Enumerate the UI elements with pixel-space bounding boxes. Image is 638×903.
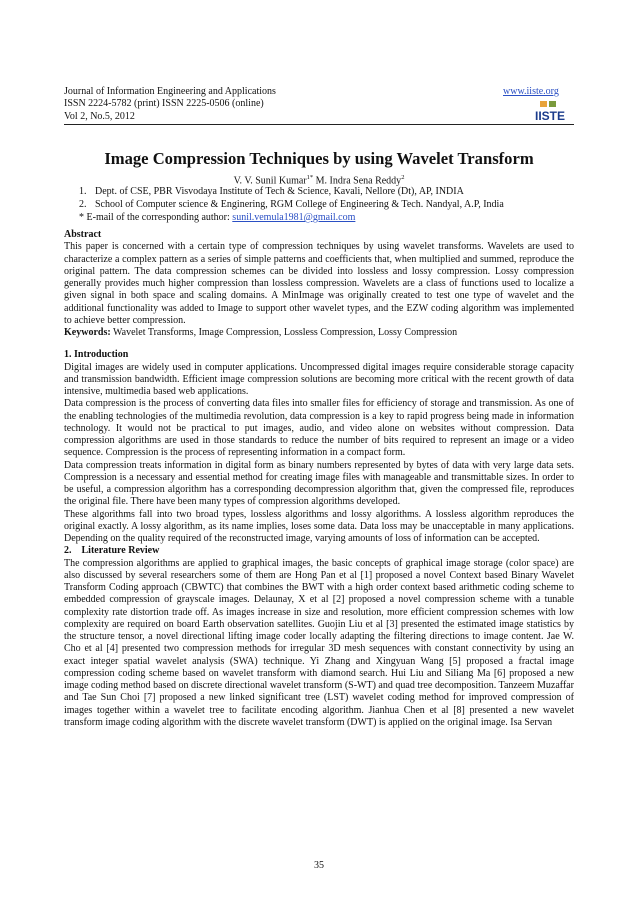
affiliation-text: School of Computer science & Enginering, RGM College of Engineering & Tech. Nandyal, A.P, India [95, 199, 504, 210]
author-2: M. Indra Sena Reddy [313, 175, 402, 187]
author-1-marker: 1* [306, 174, 314, 181]
header-divider [64, 124, 574, 125]
paper-title: Image Compression Techniques by using Wavelet Transform [104, 149, 534, 168]
email-link[interactable]: sunil.vemula1981@gmail.com [232, 212, 356, 223]
page-number: 35 [314, 860, 324, 871]
spacer [64, 339, 574, 349]
logo-book-left-icon [540, 101, 547, 107]
keywords-label: Keywords: [64, 327, 111, 338]
section-1-paragraph: Data compression is the process of converting data files into smaller files for efficiency of storage and transmission. As one of the enabling technologies of the multimedia revolution, data compression is a key to rapid progress being made in information technology. It would not be practical to put images, audio, and video alone on websites without compression. Data compression algorithms are used in those standards to reduce the number of bits required to represent an image or a video sequence. Compression is the process of representing information in a compact form. [64, 398, 574, 459]
corresponding-email [79, 212, 355, 223]
author-1: V. V. Sunil Kumar [233, 175, 307, 187]
section-1-paragraph: Data compression treats information in digital form as binary numbers represented by bytes of data with very large data sets. Compression is a necessary and essential method for creating image files with manageable and transmittable sizes. In order to be useful, a compression algorithm has a corresponding decompression algorithm that, given the compressed file, reproduces the original file. There have been many types of compression algorithms developed. [64, 459, 574, 508]
keywords-line [64, 327, 574, 339]
keywords-text: Wavelet Transforms, Image Compression, Lossless Compression, Lossy Compression [110, 327, 458, 338]
section-1-heading: 1. Introduction [64, 349, 129, 361]
section-2-heading: 2. Literature Review [64, 545, 160, 557]
affiliation-text: Dept. of CSE, PBR Visvodaya Institute of Tech & Science, Kavali, Nellore (Dt), AP, INDIA [95, 186, 464, 197]
affiliation-1 [79, 186, 464, 197]
iiste-logo [530, 100, 570, 122]
author-2-marker: 2 [401, 174, 405, 181]
website-link[interactable]: www.iiste.org [503, 86, 559, 97]
affiliation-number: 1. [79, 186, 87, 197]
journal-header [64, 86, 276, 123]
abstract-text: This paper is concerned with a certain type of compression techniques by using wavelet transforms. Wavelets are used to characterize a complex pattern as a series of simple patterns and coefficients that, when multiplied and summed, reproduce the original pattern. The data compression schemes can be divided into lossless and lossy compression. Lossy compression generally provides much higher compression than lossless compression. Wavelets are a class of functions used to localize a given signal in both space and scaling domains. A MinImage was originally created to test one type of wavelet and the additional functionality was added to Image to support other wavelet types, and the EZW coding algorithm was implemented to achieve better compression. [64, 241, 574, 326]
section-2-paragraph: The compression algorithms are applied to graphical images, the basic concepts of graphical image storage (color space) are also discussed by several researchers some of them are Hong Pan et al [1] proposed a novel Context based Binary Wavelet Transform Coding approach (CBWTC) that combines the BWT with a high order context based arithmetic coding scheme to embedded compression of grayscale images. Delaunay, X et al [2] proposed a novel compression scheme with a tunable complexity rate distortion trade off. As images increase in size and resolution, more efficient compression schemes with low complexity are required on board Earth observation satellites. Guojin Liu et al [3] presented the estimated image statistics by the structure tensor, a novel directional lifting image coder locally adapting the filtering directions to image content. Jae W. Cho et al [4] presented two compression methods for irregular 3D mesh sequences with constant connectivity by using an exact integer spatial wavelet analysis (SWA) technique. Yi Zhang and Xingyuan Wang [5] proposed a fractal image compression coding scheme based on wavelet transform with diamond search. Hui Liu and Siliang Ma [6] proposed a new image coding method based on discrete directional wavelet transform (S-WT) and quad tree decomposition. Tanzeem Muzaffar and Tae Sun Choi [7] proposed a new linked significant tree (LST) wavelet coding method for improved compression of images together within a wavelet tree to facilitate encoding algorithm. Jianhua Chen et al [8] presented a new wavelet transform image coding algorithm with the discrete wavelet transform (DWT) is applied on the original image. Isa Servan [64, 557, 574, 728]
section-1-paragraph: Digital images are widely used in computer applications. Uncompressed digital images require considerable storage capacity and transmission bandwidth. Efficient image compression solutions are becoming more critical with the recent growth of data intensive, multimedia based web applications. [64, 361, 574, 397]
logo-text: IISTE [534, 109, 566, 122]
author-line [0, 174, 638, 186]
paper-body [64, 229, 574, 729]
email-label: * E-mail of the corresponding author: [79, 212, 233, 223]
journal-volume: Vol 2, No.5, 2012 [64, 110, 135, 122]
section-1-paragraph: These algorithms fall into two broad types, lossless algorithms and lossy algorithms. A lossless algorithm reproduces the original exactly. A lossy algorithm, as its name implies, loses some data. Data loss may be unacceptable in many applications. Depending on the quality required of the reconstructed image, varying amounts of loss of information can be accepted. [64, 508, 574, 544]
journal-issn: ISSN 2224-5782 (print) ISSN 2225-0506 (online) [64, 98, 264, 110]
logo-book-right-icon [549, 101, 556, 107]
abstract-heading: Abstract [64, 229, 102, 240]
affiliation-2 [79, 199, 504, 210]
journal-name: Journal of Information Engineering and Applications [64, 86, 276, 97]
affiliation-number: 2. [79, 199, 87, 210]
